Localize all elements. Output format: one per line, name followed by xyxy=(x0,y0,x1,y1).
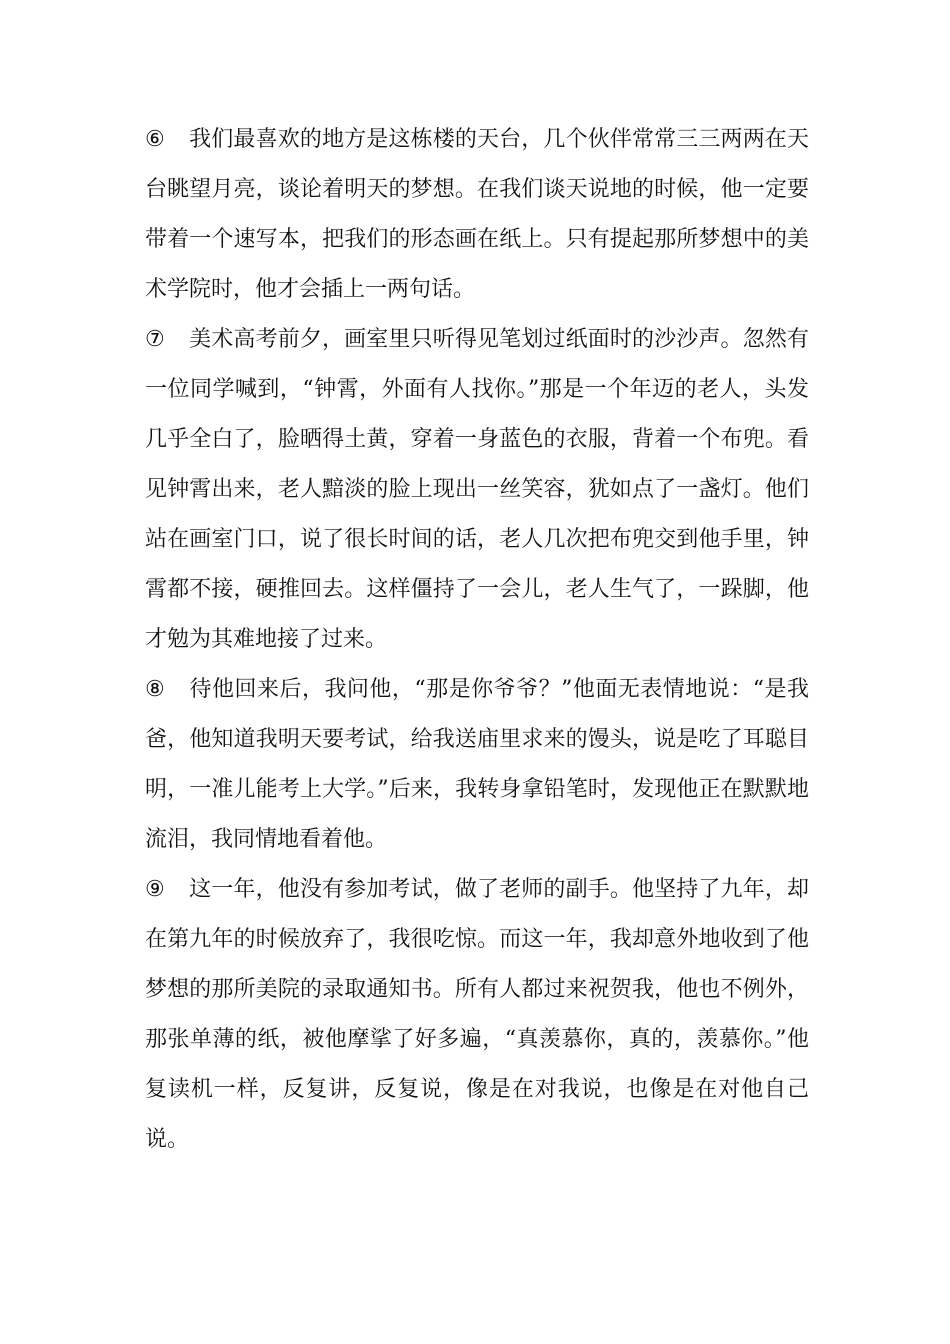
paragraph-6 xyxy=(145,115,809,315)
paragraph-text: 待他回来后，我问他，“那是你爷爷？”他面无表情地说：“是我爸，他知道我明天要考试，给我送庙里求来的馒头，说是吃了耳聪目明，一准儿能考上大学。”后来，我转身拿铅笔时，发现他正在默默地流泪，我同情地看着他。 xyxy=(145,677,809,852)
document-body xyxy=(145,115,809,1165)
paragraph-text: 美术高考前夕，画室里只听得见笔划过纸面时的沙沙声。忽然有一位同学喊到，“钟霄，外面有人找你。”那是一个年迈的老人，头发几乎全白了，脸晒得土黄，穿着一身蓝色的衣服，背着一个布兜。看见钟霄出来，老人黯淡的脸上现出一丝笑容，犹如点了一盏灯。他们站在画室门口，说了很长时间的话，老人几次把布兜交到他手里，钟霄都不接，硬推回去。这样僵持了一会儿，老人生气了，一跺脚，他才勉为其难地接了过来。 xyxy=(145,327,809,652)
paragraph-8 xyxy=(145,665,809,865)
paragraph-7 xyxy=(145,315,809,665)
paragraph-number: ⑨ xyxy=(145,877,165,902)
paragraph-9 xyxy=(145,865,809,1165)
paragraph-text: 我们最喜欢的地方是这栋楼的天台，几个伙伴常常三三两两在天台眺望月亮，谈论着明天的梦想。在我们谈天说地的时候，他一定要带着一个速写本，把我们的形态画在纸上。只有提起那所梦想中的美术学院时，他才会插上一两句话。 xyxy=(145,127,809,302)
paragraph-number: ⑧ xyxy=(145,677,165,702)
paragraph-number: ⑦ xyxy=(145,327,165,352)
paragraph-number: ⑥ xyxy=(145,127,165,152)
paragraph-text: 这一年，他没有参加考试，做了老师的副手。他坚持了九年，却在第九年的时候放弃了，我很吃惊。而这一年，我却意外地收到了他梦想的那所美院的录取通知书。所有人都过来祝贺我，他也不例外，那张单薄的纸，被他摩挲了好多遍，“真羡慕你，真的，羡慕你。”他复读机一样，反复讲，反复说，像是在对我说，也像是在对他自己说。 xyxy=(145,877,809,1152)
